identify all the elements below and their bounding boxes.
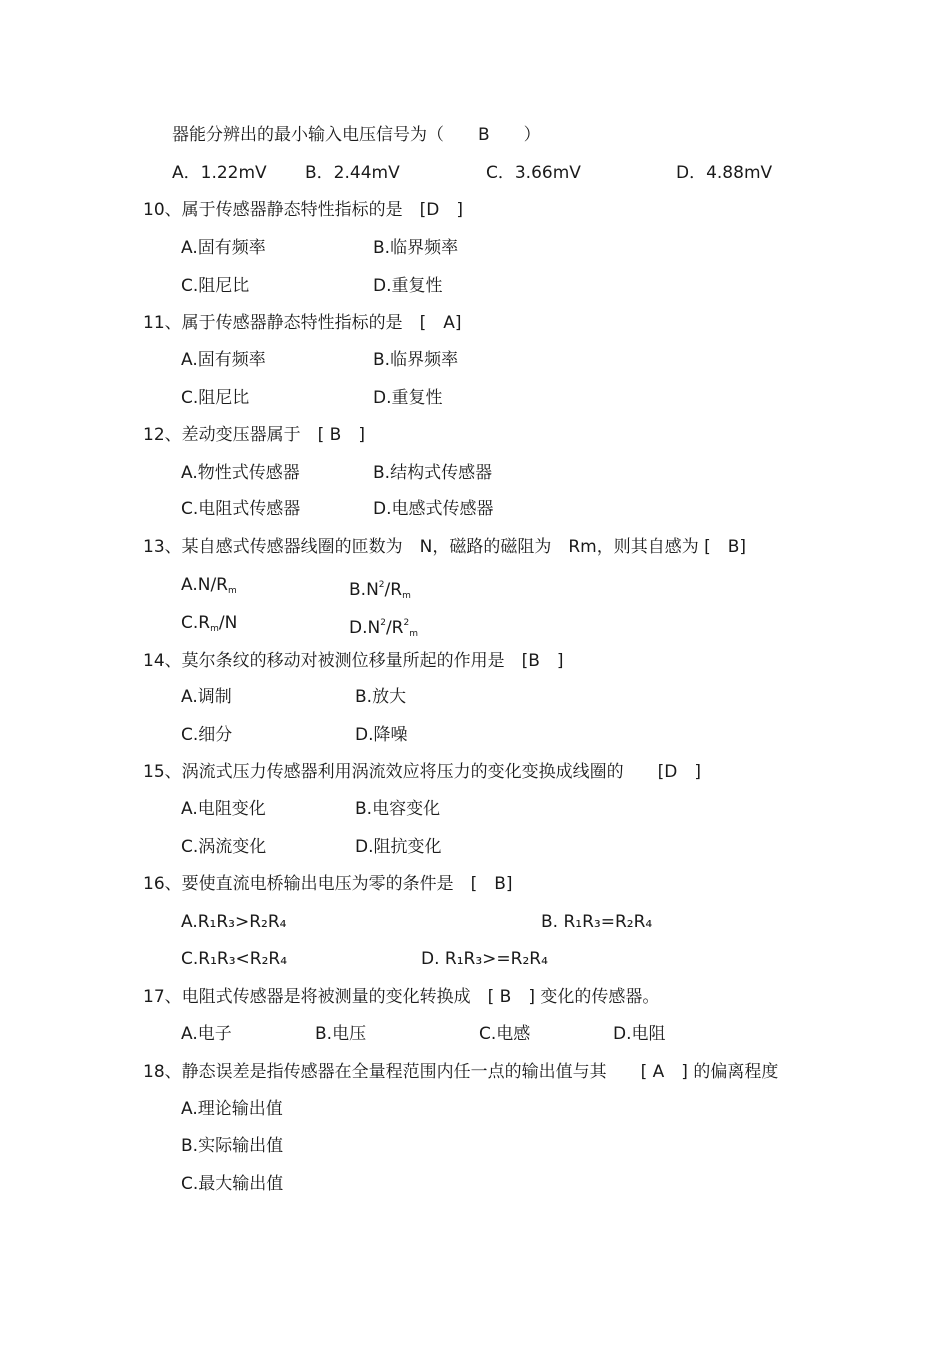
q14-option-a: A.调制 (181, 687, 232, 707)
q18-option-c: C.最大输出值 (181, 1174, 284, 1194)
question-16-stem: 16、要使直流电桥输出电压为零的条件是 [ B] (143, 874, 513, 894)
q18-option-b: B.实际输出值 (181, 1136, 284, 1156)
question-14-stem: 14、莫尔条纹的移动对被测位移量所起的作用是 [B ] (143, 651, 564, 671)
q16-option-c: C.R₁R₃<R₂R₄ (181, 949, 288, 969)
q13-option-c: $C.R_m/N$ (181, 613, 238, 634)
q12-option-b: B.结构式传感器 (373, 463, 493, 483)
question-11-stem: 11、属于传感器静态特性指标的是 [ A] (143, 313, 462, 333)
question-18-stem: 18、静态误差是指传感器在全量程范围内任一点的输出值与其 [ A ] 的偏离程度 (143, 1062, 779, 1082)
option-d: D．4.88mV (676, 163, 773, 183)
q15-option-b: B.电容变化 (355, 799, 441, 819)
q10-option-c: C.阻尼比 (181, 276, 250, 296)
q16-option-d: D. R₁R₃>=R₂R₄ (421, 949, 548, 969)
q14-option-b: B.放大 (355, 687, 407, 707)
q10-option-a: A.固有频率 (181, 238, 266, 258)
q10-option-d: D.重复性 (373, 276, 443, 296)
q12-option-d: D.电感式传感器 (373, 499, 494, 519)
q12-option-a: A.物性式传感器 (181, 463, 300, 483)
q16-option-a: A.R₁R₃>R₂R₄ (181, 912, 287, 932)
option-b: B．2.44mV (305, 163, 400, 183)
option-a: A．1.22mV (172, 163, 267, 183)
q15-option-a: A.电阻变化 (181, 799, 266, 819)
q17-option-a: A.电子 (181, 1024, 232, 1044)
question-10-stem: 10、属于传感器静态特性指标的是 [D ] (143, 200, 463, 220)
q12-option-c: C.电阻式传感器 (181, 499, 301, 519)
q15-option-d: D.阻抗变化 (355, 837, 442, 857)
q14-option-d: D.降噪 (355, 725, 408, 745)
q13-option-a: $A.N/R_m$ (181, 575, 237, 596)
q17-option-b: B.电压 (315, 1024, 367, 1044)
question-15-stem: 15、涡流式压力传感器利用涡流效应将压力的变化变换成线圈的 [D ] (143, 762, 701, 782)
question-13-stem: 13、某自感式传感器线圈的匝数为 N，磁路的磁阻为 Rm，则其自感为 [ B] (143, 537, 747, 557)
q18-option-a: A.理论输出值 (181, 1099, 283, 1119)
q16-option-b: B. R₁R₃=R₂R₄ (541, 912, 653, 932)
q13-option-d: $D.N^2/R^2_m$ (349, 618, 419, 639)
q15-option-c: C.涡流变化 (181, 837, 267, 857)
q10-option-b: B.临界频率 (373, 238, 459, 258)
q17-option-d: D.电阻 (613, 1024, 666, 1044)
q14-option-c: C.细分 (181, 725, 233, 745)
question-17-stem: 17、电阻式传感器是将被测量的变化转换成 [ B ] 变化的传感器。 (143, 987, 660, 1007)
q13-option-b: $B.N^2/R_m$ (349, 580, 411, 601)
question-12-stem: 12、差动变压器属于 [ B ] (143, 425, 365, 445)
question-stem-continued: 器能分辨出的最小输入电压信号为（ B ） (172, 125, 541, 145)
q11-option-d: D.重复性 (373, 388, 443, 408)
q17-option-c: C.电感 (479, 1024, 531, 1044)
option-c: C．3.66mV (486, 163, 581, 183)
q11-option-a: A.固有频率 (181, 350, 266, 370)
q11-option-b: B.临界频率 (373, 350, 459, 370)
q11-option-c: C.阻尼比 (181, 388, 250, 408)
